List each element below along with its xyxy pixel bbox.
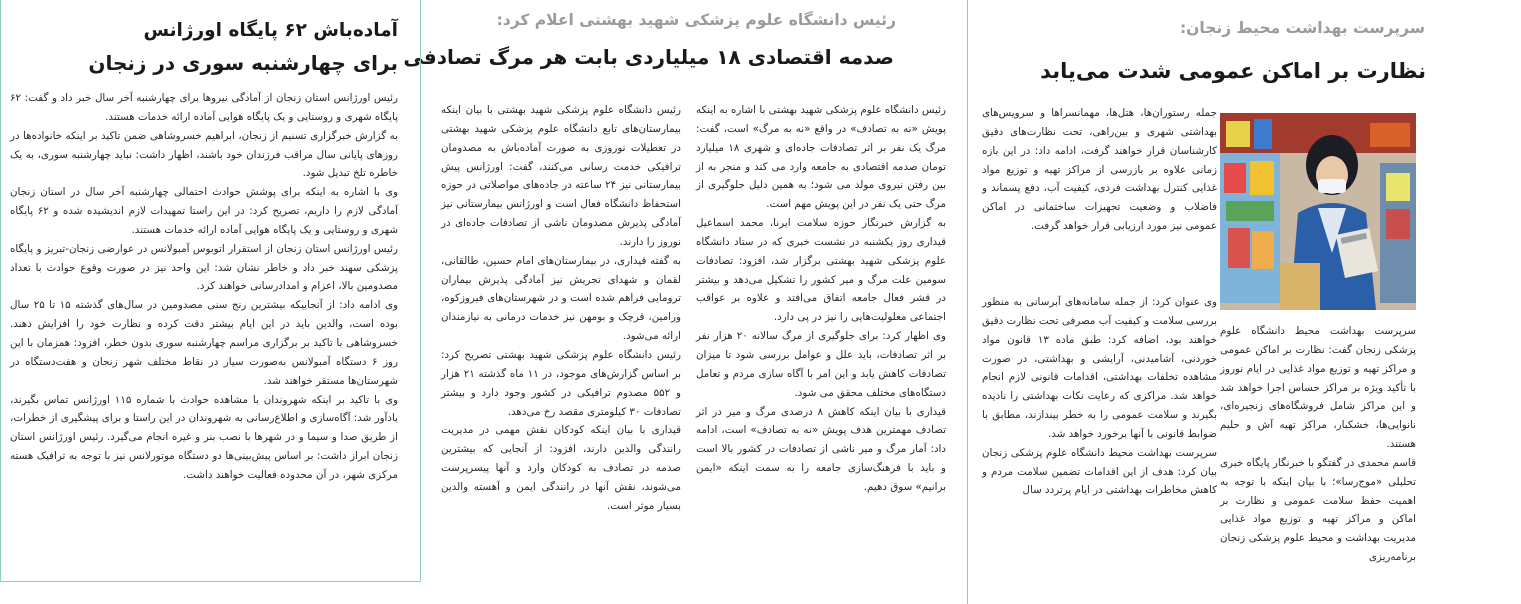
article-paragraph: رئیس دانشگاه علوم پزشکی شهید بهشتی تصریح کرد: بر اساس گزارش‌های موجود، در ۱۱ ماه گذشته ۲۱ هزار و ۵۵۲ مصدوم ترافیکی در کشور وجود دارد و بیشتر تصادفات ۳۰ کیلومتری مقصد رخ می‌دهد. [441, 348, 681, 418]
article-paragraph: قیداری با بیان اینکه کاهش ۸ درصدی مرگ و میر در اثر تصادف مهمترین هدف پویش «نه به تصادف» است، ادامه داد: آمار مرگ و میر ناشی از تصادفات در کشور بالا است و باید با فرهنگ‌سازی جامعه را به سمت اینکه «ایمن برانیم» سوق دهیم. [696, 405, 946, 493]
article-paragraph: وی با اشاره به اینکه برای پوشش حوادث احتمالی چهارشنبه آخر سال در استان زنجان آمادگی لازم را داریم، تصریح کرد: در این راستا تمهیدات لازم اندیشیده شده و ۶۲ پایگاه شهری و روستایی و یک پایگاه هوایی آماده ارائه خدمات هستند. [10, 186, 398, 236]
article-headline: نظارت بر اماکن عمومی شدت می‌یابد [1040, 59, 1426, 83]
article-body-col2 [441, 101, 681, 516]
article-paragraph: رئیس دانشگاه علوم پزشکی شهید بهشتی با بیان اینکه بیمارستان‌های تابع دانشگاه علوم پزشکی شهید بهشتی در تعطیلات نوروزی به صورت آماده‌باش به مصدومان ترافیکی خدمت رسانی می‌کنند، گفت: اورژانس پیش بیمارستانی نیز ۲۴ ساعته در جاده‌های مواصلاتی در حوزه استحفاظ دانشگاه فعال است و اورژانس بیمارستانی نیز آمادگی پذیرش مصدومان ناشی از تصادفات جاده‌ای در نوروز را دارند. [441, 104, 681, 248]
article-paragraph: به گزارش خبرنگار حوزه سلامت ایرنا، محمد اسماعیل قیداری روز یکشنبه در نشست خبری که در ستاد دانشگاه علوم پزشکی شهید بهشتی برگزار شد، افزود: تصادفات سومین علت مرگ و میر کشور را تشکیل می‌دهد و بیشتر در قشر فعال جامعه اتفاق می‌افتد و علاوه بر عواقب اجتماعی معلولیت‌هایی را نیز در پی دارد. [696, 217, 946, 324]
article-paragraph: وی عنوان کرد: از جمله سامانه‌های آبرسانی به منظور بررسی سلامت و کیفیت آب مصرفی تحت نظارت دقیق خواهند بود، اضافه کرد: طبق ماده ۱۳ قانون مواد خوردنی، آشامیدنی، آرایشی و بهداشتی، در صورت مشاهده تخلفات بهداشتی، اقدامات قانونی لازم انجام خواهد شد. مراکزی که رعایت نکات بهداشتی را نادیده بگیرند و سلامت عمومی را به خطر بیندازند، مطابق با ضوابط قانونی با آنها برخورد خواهد شد. [982, 296, 1217, 440]
article-paragraph: وی ادامه داد: از آنجاییکه بیشترین رنج سنی مصدومین در سال‌های گذشته ۱۵ تا ۲۵ سال بوده است، والدین باید در این ایام بیشتر دقت کرده و نظارت خود را افزایش دهند. خسروشاهی با تاکید بر برگزاری مراسم چهارشنبه سوری بدون خطر، افزود: همزمان با این روز ۶ دستگاه آمبولانس به‌صورت سیار در نقاط مختلف شهر زنجان و هفت‌دستگاه در شهرستان‌ها مستقر خواهند شد. [10, 299, 398, 387]
article-paragraph: وی با تاکید بر اینکه شهروندان با مشاهده حوادث با شماره ۱۱۵ اورژانس تماس بگیرند، یادآور شد: آگاه‌سازی و اطلاع‌رسانی به شهروندان در این راستا و برای پیشگیری از خطرات، از طریق صدا و سیما و در شهرها با نصب بنر و غیره انجام می‌گیرد. رئیس اورژانس استان زنجان ابراز داشت: بر اساس پیش‌بینی‌ها دو دستگاه موتورلانس نیز با توجه به ترافیک هسته مرکزی شهر، در آن محدوده فعالیت خواهند داشت. [10, 393, 399, 481]
article-headline-line2: برای چهارشنبه سوری در زنجان [88, 51, 398, 75]
article-body-top [982, 104, 1217, 236]
article-body-col2 [1220, 322, 1416, 567]
article-emergency [0, 0, 421, 582]
article-traffic [403, 0, 966, 604]
article-kicker: رئیس دانشگاه علوم پزشکی شهید بهشتی اعلام کرد: [496, 11, 896, 29]
article-kicker: سرپرست بهداشت محیط زنجان: [1179, 19, 1425, 37]
article-headline: صدمه اقتصادی ۱۸ میلیاردی بابت هر مرگ تصادفی [403, 45, 894, 69]
article-paragraph: به گزارش خبرگزاری تسنیم از زنجان، ابراهیم خسروشاهی ضمن تاکید بر اینکه خانواده‌ها در روزهای پایانی سال مراقب فرزندان خود باشند، اظهار داشت: نباید چهارشنبه سوری، به یک خاطره تلخ تبدیل شود. [10, 129, 398, 180]
article-paragraph: وی اظهار کرد: برای جلوگیری از مرگ سالانه ۲۰ هزار نفر بر اثر تصادفات، باید علل و عوامل بررسی شود تا میزان تصادفات کاهش یابد و این امر با آگاه سازی مردم و تعامل دستگاه‌های مختلف محقق می شود. [696, 330, 946, 399]
article-paragraph: سرپرست بهداشت محیط دانشگاه علوم پزشکی زنجان گفت: نظارت بر اماکن عمومی و مراکز تهیه و توزیع مواد غذایی در ایام نوروز با تأکید ویژه بر مراکز حساس اجرا خواهد شد و این مراکز شامل فروشگاه‌های زنجیره‌ای، نانوایی‌ها، خشکبار، مراکز تهیه آش و حلیم هستند. [1220, 325, 1416, 451]
article-paragraph: جمله رستوران‌ها، هتل‌ها، مهمانسراها و سرویس‌های بهداشتی شهری و بین‌راهی، تحت نظارت‌های دقیق کارشناسان قرار خواهند گرفت، ادامه داد: در این بازه زمانی علاوه بر بازرسی از مراکز تهیه و توزیع مواد غذایی کنترل بهداشت فردی، کیفیت آب، دفع پسماند و فاضلاب و وضعیت تجهیزات ساختمانی در اماکن عمومی نیز مورد ارزیابی قرار خواهد گرفت. [982, 107, 1217, 233]
article-body-col1 [696, 101, 946, 497]
article-hygiene [967, 0, 1521, 604]
article-paragraph: رئیس اورژانس استان زنجان از استقرار اتوبوس آمبولانس در عوارضی زنجان-تبریز و پایگاه پزشکی سهند خبر داد و خاطر نشان شد: این واحد نیز در صورت وقوع حوادث با تعداد مصدومین بالا، اعزام و امدادرسانی خواهند کرد. [10, 242, 398, 293]
article-photo [1220, 113, 1416, 310]
article-paragraph: رئیس اورژانس استان زنجان از آمادگی نیروها برای چهارشنبه آخر سال خبر داد و گفت: ۶۲ پایگاه شهری و روستایی و یک پایگاه هوایی آماده ارائه خدمات هستند. [10, 92, 398, 123]
article-paragraph: قیداری با بیان اینکه کودکان نقش مهمی در مدیریت رانندگی والدین دارند، افزود: از آنجایی که بیشترین صدمه در تصادف به کودکان وارد و آنها پیسرپرست می‌شوند، نقش آنها در رانندگی ایمن و آهسته والدین بسیار موثر است. [441, 424, 681, 512]
article-paragraph: قاسم محمدی در گفتگو با خبرنگار پایگاه خبری تحلیلی «موج‌رسا»؛ با بیان اینکه با توجه به اهمیت حفظ سلامت عمومی و نظارت بر اماکن و مراکز تهیه و توزیع مواد غذایی مدیریت بهداشت و محیط علوم پزشکی زنجان برنامه‌ریزی [1220, 456, 1416, 564]
article-body-bottom [982, 293, 1217, 500]
inspector-photo-illustration [1220, 113, 1416, 310]
article-headline-line1: آماده‌باش ۶۲ پایگاه اورژانس [143, 20, 398, 41]
article-paragraph: سرپرست بهداشت محیط دانشگاه علوم پزشکی زنجان بیان کرد: هدف از این اقدامات تضمین سلامت مردم و کاهش مخاطرات بهداشتی در ایام پرتردد سال [982, 446, 1217, 497]
article-paragraph: رئیس دانشگاه علوم پزشکی شهید بهشتی با اشاره به اینکه پویش «نه به تصادف» در واقع «نه به مرگ» است، گفت: مرگ یک نفر بر اثر تصادفات جاده‌ای و شهری ۱۸ میلیارد تومان صدمه اقتصادی به جامعه وارد می کند و منجر به از بین رفتن نیروی مولد می شود؛ به همین دلیل جلوگیری از مرگ حتی یک نفر در این پویش مهم است. [696, 104, 946, 211]
article-paragraph: به گفته قیداری، در بیمارستان‌های امام حسین، طالقانی، لقمان و شهدای تجریش نیز آمادگی پذیرش بیماران ترومایی فراهم شده است و در شهرستان‌های فیروزکوه، ورامین، قرچک و بومهن نیز خدمات درمانی به نیازمندان ارائه می‌شود. [441, 254, 681, 343]
article-body [10, 89, 398, 485]
